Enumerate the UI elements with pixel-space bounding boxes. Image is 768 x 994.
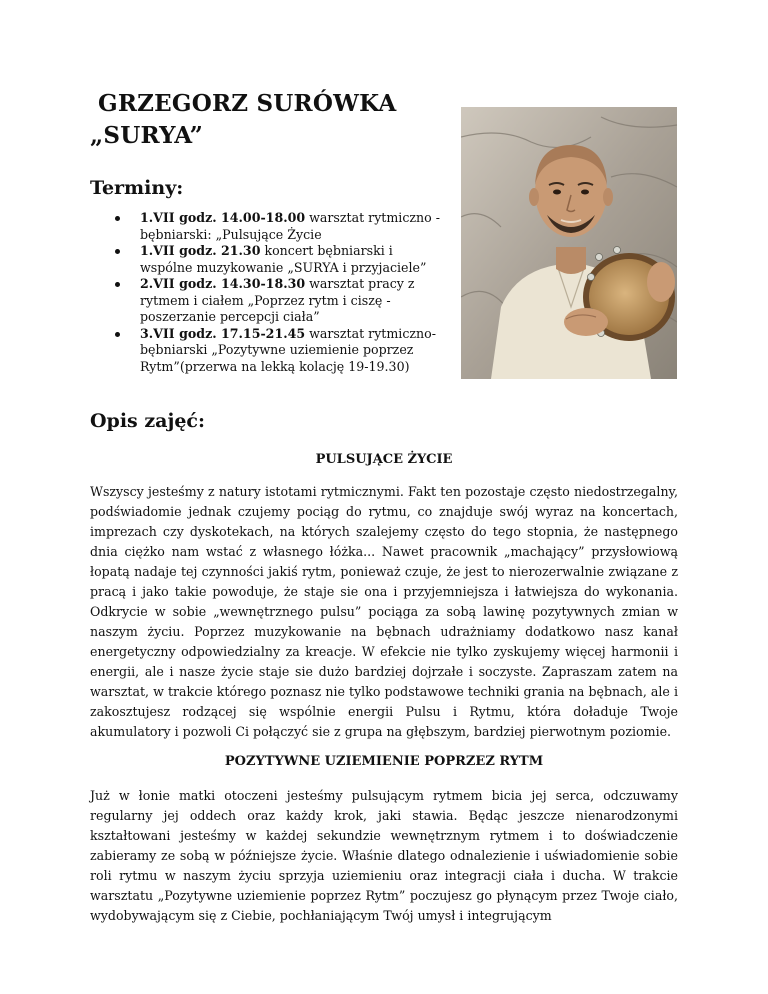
terms-list (90, 210, 440, 375)
list-item (90, 243, 440, 276)
term-text: warsztat rytmiczno-bębniarski „Pozytywne uziemienie poprzez Rytm”(przerwa na lekką kolację 19-19.30) (140, 325, 436, 374)
section-title-pulsujace-zycie: PULSUJĄCE ŻYCIE (315, 452, 453, 467)
page-title (90, 88, 396, 152)
term-date: 1.VII godz. 21.30 (140, 243, 261, 258)
term-date: 2.VII godz. 14.30-18.30 (140, 276, 306, 291)
section-text-pozytywne-uziemienie: Już w łonie matki otoczeni jesteśmy pulsującym rytmem bicia jej serca, odczuwamy regularny jej oddech oraz każdy krok, jaki stawia. Będąc jeszcze nienarodzonymi kształtowani jesteśmy w każdej sekundzie wewnętrznym rytmem i to doświadczenie zabieramy ze sobą w późniejsze życie. Właśnie dlatego odnalezienie i uświadomienie sobie roli rytmu w naszym życiu sprzyja uziemieniu oraz integracji ciała i ducha. W trakcie warsztatu „Pozytywne uziemienie poprzez Rytm” poczujesz go płynącym przez Twoje ciało, wydobywającym się z Ciebie, pochłaniającym Twój umysł i integrującym (90, 788, 678, 923)
list-item (90, 276, 440, 326)
term-text: warsztat pracy z rytmem i ciałem „Poprzez rytm i ciszę - poszerzanie percepcji ciała” (140, 276, 415, 324)
section-title-pozytywne-uziemienie: POZYTYWNE UZIEMIENIE POPRZEZ RYTM (224, 754, 544, 769)
term-text: koncert bębniarski i wspólne muzykowanie „SURYA i przyjaciele” (140, 243, 427, 275)
description-heading: Opis zajęć: (90, 410, 206, 432)
term-date: 1.VII godz. 14.00-18.00 (140, 210, 306, 225)
portrait-with-frame-drum-icon (461, 107, 677, 379)
section-text-pulsujace-zycie: Wszyscy jesteśmy z natury istotami rytmicznymi. Fakt ten pozostaje często niedostrzegalny, podświadomie jednak czujemy pociąg do rytmu, co znajduje swój wyraz na koncertach, imprezach czy dyskotekach, na których szalejemy często do tego stopnia, że następnego dnia ciężko nam wstać z własnego łóżka... Nawet pracownik „machający” przysłowiową łopatą nadaje tej czynności jakiś rytm, ponieważ czuje, że jest to nierozerwalnie związane z pracą i jako takie powoduje, że staje sie ona i przyjemniejsza i łatwiejsza do wykonania. Odkrycie w sobie „wewnętrznego pulsu” pociąga za sobą lawinę pozytywnych zmian w naszym życiu. Poprzez muzykowanie na bębnach udrażniamy dodatkowo nasz kanał energetyczny odpowiedzialny za kreacje. W efekcie nie tylko zyskujemy więcej harmonii i energii, ale i nasze życie staje sie dużo bardziej dojrzałe i soczyste. Zapraszam zatem na warsztat, w trakcie którego poznasz nie tylko podstawowe techniki grania na bębnach, ale i zakosztujesz rodzącej się wspólnie energii Pulsu i Rytmu, która doładuje Twoje akumulatory i pozwoli Ci połączyć sie z grupa na głębszym, bardziej pierwotnym poziomie. (90, 484, 678, 739)
list-item (90, 210, 440, 243)
terms-heading: Terminy: (90, 177, 184, 199)
term-text: warsztat rytmiczno - bębniarski: „Pulsujące Życie (140, 210, 440, 242)
artist-alias: „SURYA” (90, 122, 203, 149)
artist-photo (461, 107, 677, 379)
artist-name: GRZEGORZ SURÓWKA (98, 90, 397, 117)
term-date: 3.VII godz. 17.15-21.45 (140, 325, 306, 341)
list-item (90, 326, 440, 376)
